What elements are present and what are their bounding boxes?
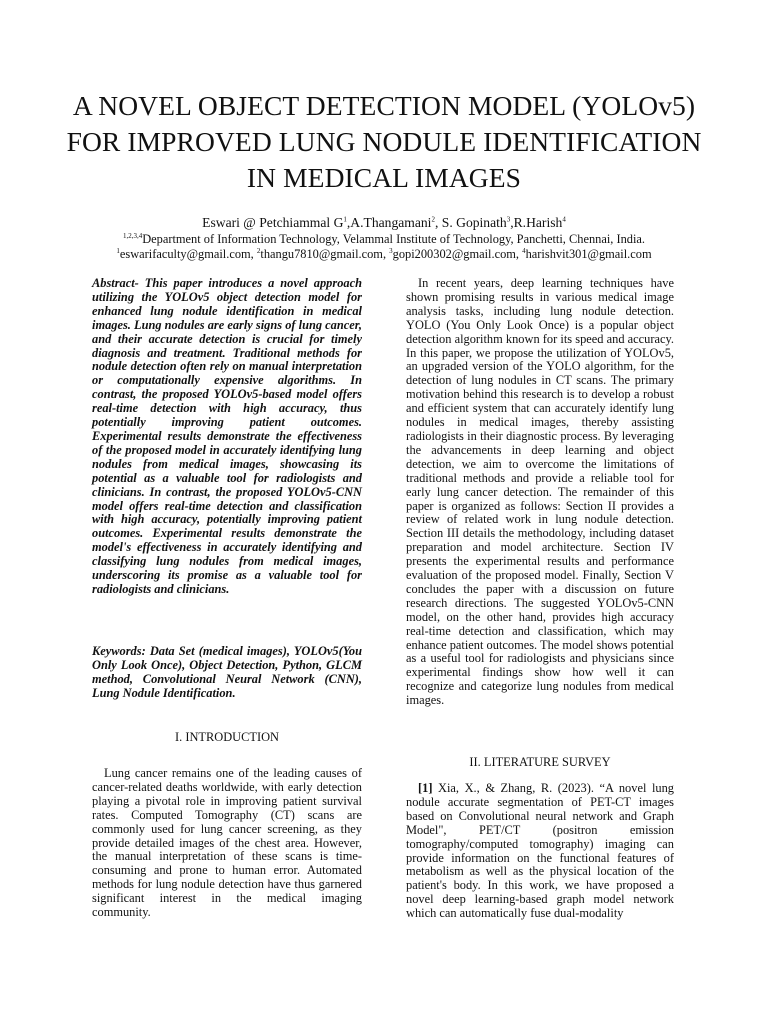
- paper-title: A NOVEL OBJECT DETECTION MODEL (YOLOv5) FOR IMPROVED LUNG NODULE IDENTIFICATION IN MEDICAL IMAGES: [66, 90, 702, 193]
- email-3: gopi200302@gmail.com,: [392, 247, 523, 261]
- introduction-paragraph: Lung cancer remains one of the leading causes of cancer-related deaths worldwide, with early detection playing a pivotal role in improving patient survival rates. Computed Tomography (CT) scans are commonly used for lung cancer screening, as they provide detailed images of the chest area. However, the manual interpretation of these scans is time-consuming and prone to human error. Automated methods for lung nodule detection have thus garnered significant interest in the medical imaging community.: [92, 766, 362, 920]
- literature-text: Xia, X., & Zhang, R. (2023). “A novel lung nodule accurate segmentation of PET-CT images based on Convolutional neural network and Graph Model", PET/CT (positron emission tomography/computed tomography) imaging can provide information on the functional features of metabolism as well as the physical location of the patient's body. In this work, we have proposed a novel deep learning-based graph model network which can automatically fuse dual-modality: [406, 781, 674, 921]
- email-1: eswarifaculty@gmail.com,: [119, 247, 257, 261]
- affiliation-text: Department of Information Technology, Velammal Institute of Technology, Panchetti, Chennai, India.: [142, 232, 646, 246]
- affiliation: [0, 231, 768, 247]
- author-1-sup: 1: [343, 215, 347, 224]
- email-2-sup: 2: [256, 246, 261, 255]
- affiliation-sup: 1,2,3,4: [122, 231, 143, 240]
- author-list: [0, 214, 768, 231]
- author-4-sup: 4: [562, 215, 566, 224]
- email-3-sup: 3: [389, 246, 393, 255]
- author-2: ,A.Thangamani: [346, 215, 432, 230]
- author-4: ,R.Harish: [510, 215, 563, 230]
- literature-paragraph: [406, 782, 674, 921]
- email-list: [0, 246, 768, 263]
- author-3: , S. Gopinath: [434, 215, 507, 230]
- reference-number: [1]: [418, 781, 433, 795]
- email-4-sup: 4: [522, 246, 526, 255]
- right-column-paragraph: In recent years, deep learning techniques have shown promising results in various medical image analysis tasks, including lung nodule detection. YOLO (You Only Look Once) is a popular object detection algorithm known for its speed and accuracy. In this paper, we propose the utilization of YOLOv5, an upgraded version of the YOLO algorithm, for the detection of lung nodules in CT scans. The primary motivation behind this research is to develop a robust and efficient system that can accurately identify lung nodules in medical images, thereby assisting radiologists in their diagnostic process. By leveraging the advancements in deep learning and object detection, we aim to overcome the limitations of traditional methods and provide a reliable tool for early lung cancer detection. The remainder of this paper is organized as follows: Section II provides a review of related work in lung nodule detection. Section III details the methodology, including dataset preparation and model architecture. Section IV presents the experimental results and performance evaluation of the proposed model. Finally, Section V concludes the paper with a discussion on future research directions. The suggested YOLOv5-CNN model, on the other hand, provides high accuracy real-time detection and classification, which may enhance patient outcomes. The model shows potential as a useful tool for radiologists and physicians since experimental findings show how well it can recognize and categorize lung nodules from medical images.: [406, 276, 674, 708]
- author-1: Eswari @ Petchiammal G: [202, 215, 344, 230]
- email-1-sup: 1: [116, 246, 120, 255]
- section-heading-introduction: I. INTRODUCTION: [175, 730, 279, 744]
- email-2: thangu7810@gmail.com,: [260, 247, 390, 261]
- email-4: harishvit301@gmail.com: [525, 247, 652, 261]
- keywords: Keywords: Data Set (medical images), YOLOv5(You Only Look Once), Object Detection, Python, GLCM method, Convolutional Neural Network (CNN), Lung Nodule Identification.: [92, 644, 362, 700]
- author-2-sup: 2: [431, 215, 435, 224]
- section-heading-literature-survey: II. LITERATURE SURVEY: [469, 755, 611, 769]
- author-3-sup: 3: [506, 215, 511, 224]
- abstract: Abstract- This paper introduces a novel approach utilizing the YOLOv5 object detection model for enhanced lung nodule identification in medical images. Lung nodules are early signs of lung cancer, and their accurate detection is crucial for timely diagnosis and treatment. Traditional methods for nodule detection often rely on manual interpretation or computationally expensive algorithms. In contrast, the proposed YOLOv5-based model offers real-time detection with high accuracy, thus potentially improving patient outcomes. Experimental results demonstrate the effectiveness of the proposed model in accurately identifying lung nodules from medical images, showcasing its potential as a valuable tool for radiologists and clinicians. In contrast, the proposed YOLOv5-CNN model offers real-time detection and classification with high accuracy, potentially improving patient outcomes. Experimental results demonstrate the model's effectiveness in accurately identifying and classifying lung nodules from medical images, underscoring its promise as a valuable tool for radiologists and clinicians.: [92, 276, 362, 596]
